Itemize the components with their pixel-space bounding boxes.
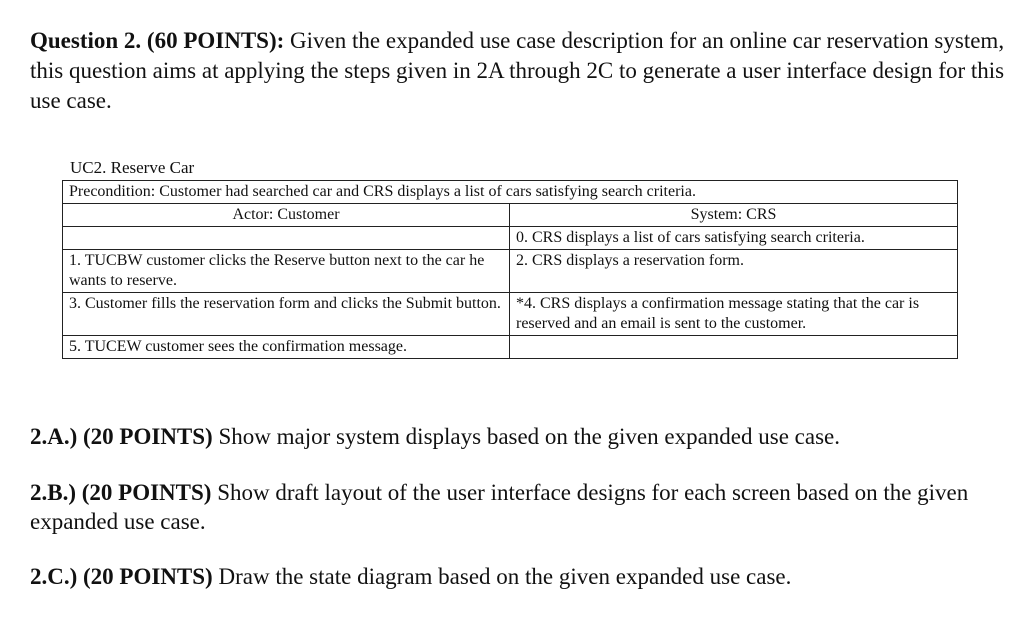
use-case-table — [62, 180, 958, 359]
system-step-cell: 2. CRS displays a reservation form. — [510, 250, 958, 293]
table-row — [63, 250, 958, 293]
part-a-label: 2.A.) (20 POINTS) — [30, 424, 213, 449]
part-c — [30, 562, 1005, 591]
actor-step-cell — [63, 227, 510, 250]
question-text: Given the expanded use case description for an online car reservation system, this question aims at applying the steps given in 2A through 2C to generate a user interface design for this use case. — [30, 28, 1005, 113]
use-case-title: UC2. Reserve Car — [70, 158, 195, 177]
system-step-cell: *4. CRS displays a confirmation message stating that the car is reserved and an email is sent to the customer. — [510, 293, 958, 336]
part-c-text: Draw the state diagram based on the given expanded use case. — [212, 564, 792, 589]
part-b-label: 2.B.) (20 POINTS) — [30, 480, 212, 505]
system-step-cell: 0. CRS displays a list of cars satisfying search criteria. — [510, 227, 958, 250]
part-c-label: 2.C.) (20 POINTS) — [30, 564, 213, 589]
question-intro — [30, 26, 1005, 116]
actor-header: Actor: Customer — [63, 204, 510, 227]
system-header: System: CRS — [510, 204, 958, 227]
header-row — [63, 204, 958, 227]
actor-step-cell: 3. Customer fills the reservation form and clicks the Submit button. — [63, 293, 510, 336]
precondition-cell: Precondition: Customer had searched car and CRS displays a list of cars satisfying search criteria. — [63, 181, 958, 204]
precondition-row — [63, 181, 958, 204]
part-b — [30, 478, 1005, 536]
actor-step-cell: 5. TUCEW customer sees the confirmation message. — [63, 336, 510, 359]
part-a — [30, 422, 1005, 451]
actor-step-cell: 1. TUCBW customer clicks the Reserve button next to the car he wants to reserve. — [63, 250, 510, 293]
part-b-text: Show draft layout of the user interface designs for each screen based on the given expanded use case. — [30, 480, 969, 534]
part-a-text: Show major system displays based on the given expanded use case. — [212, 424, 840, 449]
table-row — [63, 336, 958, 359]
table-row — [63, 227, 958, 250]
system-step-cell — [510, 336, 958, 359]
table-row — [63, 293, 958, 336]
question-label: Question 2. (60 POINTS): — [30, 28, 285, 53]
